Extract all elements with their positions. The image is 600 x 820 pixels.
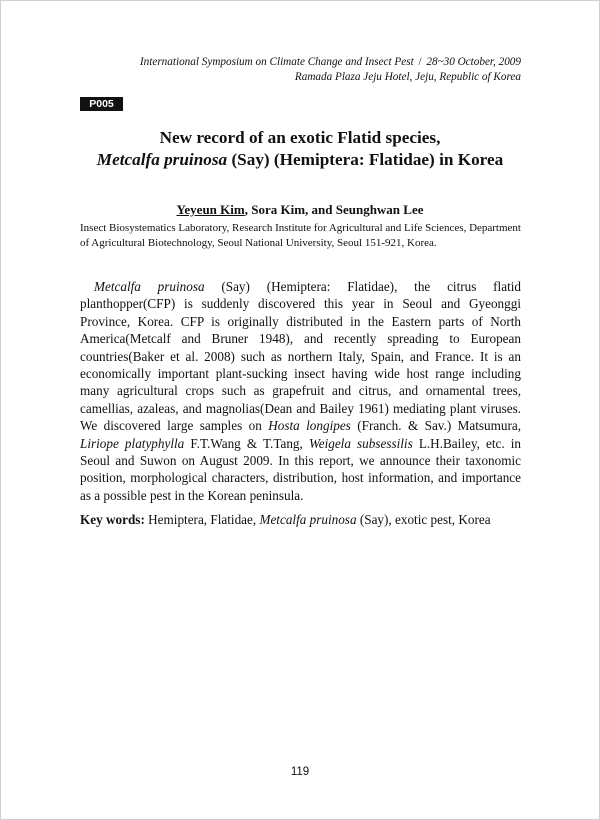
abstract-species-4: Weigela subsessilis	[308, 435, 413, 451]
abstract-text-4: L.H.Bailey, etc. in Seoul and Suwon on August 2009. In this report, we announce their taxonomic position, morphological characters, distribution, host information, and importance as a possible pest in the Korean peninsula.	[80, 435, 521, 503]
abstract-species-2: Hosta longipes	[268, 418, 351, 434]
keywords-label: Key words:	[80, 512, 145, 527]
abstract-text-3: F.T.Wang & T.Tang,	[184, 435, 309, 451]
abstract-text-1: (Say) (Hemiptera: Flatidae), the citrus flatid planthopper(CFP) is suddenly discovered this year in Seoul and Gyeonggi Province, Korea. CFP is originally distributed in the Eastern parts of North America(Metcalf and Bruner 1948), and recently spreading to European countries(Baker et al. 2008) such as northern Italy, Spain, and France. It is an economically important plant-sucking insect having wide host range including many agricultural crops such as grapefruit and citrus, and ornamental trees, camellias, azaleas, and magnolias(Dean and Bailey 1961) mediating plant viruses. We discovered large samples on	[80, 279, 521, 434]
header-line-1	[101, 55, 521, 70]
header-venue: Ramada Plaza Jeju Hotel, Jeju, Republic of Korea	[294, 71, 521, 83]
keywords	[80, 511, 521, 528]
header-separator: /	[418, 56, 422, 68]
co-authors: , Sora Kim, and Seunghwan Lee	[244, 202, 424, 217]
abstract-species-3: Liriope platyphylla	[80, 435, 185, 451]
conference-header	[101, 55, 521, 85]
author-list	[60, 202, 540, 218]
abstract-body	[80, 278, 521, 504]
affiliation: Insect Biosystematics Laboratory, Research Institute for Agricultural and Life Sciences, Department of Agricultural Biotechnology, Seoul National University, Seoul 151-921, Korea.	[80, 222, 521, 249]
keywords-text-1: Hemiptera, Flatidae,	[144, 512, 260, 527]
title-species-name: Metcalfa pruinosa	[96, 149, 228, 169]
abstract-text-2: (Franch. & Sav.) Matsumura,	[350, 418, 521, 434]
title-line-1: New record of an exotic Flatid species,	[159, 128, 441, 147]
paper-title	[60, 127, 540, 170]
title-line-2: (Say) (Hemiptera: Flatidae) in Korea	[227, 149, 504, 169]
keywords-species: Metcalfa pruinosa	[259, 512, 357, 527]
header-symposium: International Symposium on Climate Change and Insect Pest	[139, 56, 414, 68]
keywords-text-2: (Say), exotic pest, Korea	[356, 512, 491, 527]
poster-id-badge: P005	[80, 97, 123, 111]
presenting-author: Yeyeun Kim	[176, 202, 245, 217]
page-number: 119	[290, 766, 310, 778]
abstract-species-1: Metcalfa pruinosa	[94, 279, 205, 294]
header-dates: 28~30 October, 2009	[426, 56, 521, 68]
